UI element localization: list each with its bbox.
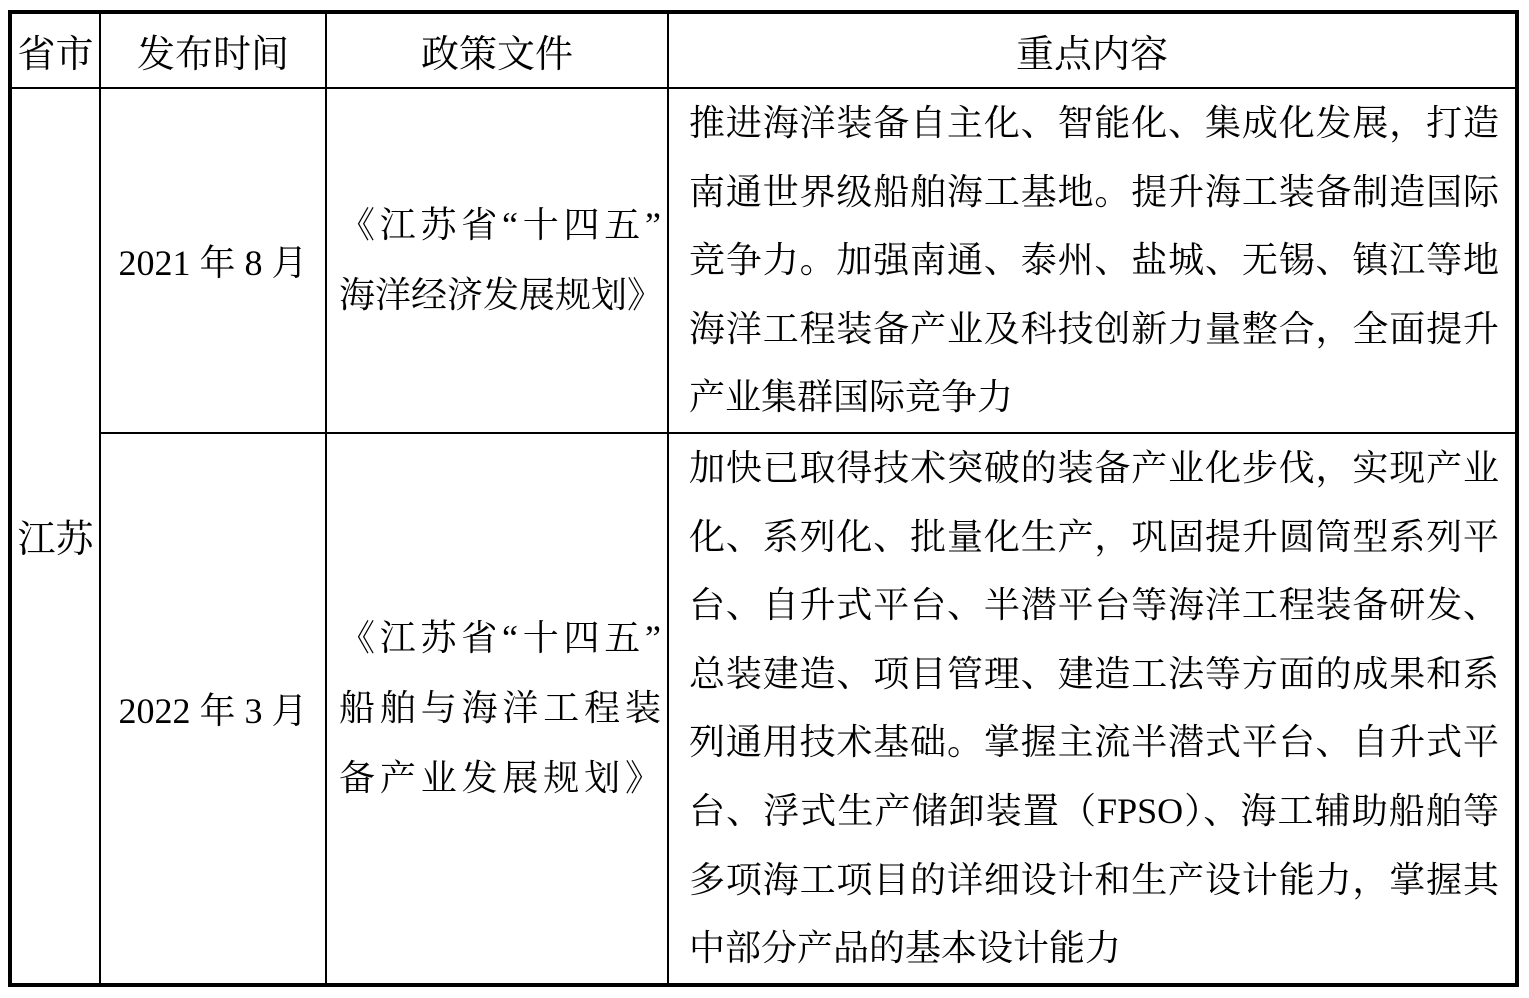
time-cell: 2021 年 8 月: [100, 88, 326, 433]
content-line: 台、浮式生产储卸装置（FPSO）、海工辅助船舶等: [689, 790, 1499, 831]
policy-line: 备产业发展规划》: [339, 758, 661, 799]
content-line: 竞争力。加强南通、泰州、盐城、无锡、镇江等地: [689, 240, 1499, 281]
content-line: 推进海洋装备自主化、智能化、集成化发展，打造: [689, 103, 1499, 143]
content-line: 南通世界级船舶海工基地。提升海工装备制造国际: [689, 171, 1499, 212]
policy-line: 《江苏省“十四五”: [339, 618, 661, 659]
policy-line: 海洋经济发展规划》: [339, 275, 664, 316]
content-line: 多项海工项目的详细设计和生产设计能力，掌握其: [689, 859, 1499, 900]
policy-line: 《江苏省“十四五”: [339, 205, 661, 246]
province-cell: 江苏: [10, 88, 100, 985]
table-row: [10, 88, 1517, 433]
policy-cell: [326, 433, 668, 985]
policy-line: 船舶与海洋工程装: [339, 688, 661, 729]
col-header-content: 重点内容: [668, 12, 1517, 88]
col-header-time: 发布时间: [100, 12, 326, 88]
content-cell: [668, 88, 1517, 433]
content-line: 化、系列化、批量化生产，巩固提升圆筒型系列平: [689, 516, 1499, 557]
policy-table: [8, 10, 1519, 987]
content-line: 总装建造、项目管理、建造工法等方面的成果和系: [689, 653, 1499, 694]
content-line: 中部分产品的基本设计能力: [689, 928, 1122, 969]
time-cell: 2022 年 3 月: [100, 433, 326, 985]
table-row: [10, 433, 1517, 985]
content-cell: [668, 433, 1517, 985]
content-line: 加快已取得技术突破的装备产业化步伐，实现产业: [689, 447, 1499, 488]
header-row: [10, 12, 1517, 88]
policy-cell: [326, 88, 668, 433]
content-line: 列通用技术基础。掌握主流半潜式平台、自升式平: [689, 722, 1499, 763]
content-line: 海洋工程装备产业及科技创新力量整合，全面提升: [689, 308, 1499, 349]
col-header-policy: 政策文件: [326, 12, 668, 88]
col-header-province: 省市: [10, 12, 100, 88]
content-line: 产业集群国际竞争力: [689, 377, 1014, 418]
content-line: 台、自升式平台、半潜平台等海洋工程装备研发、: [689, 585, 1499, 626]
